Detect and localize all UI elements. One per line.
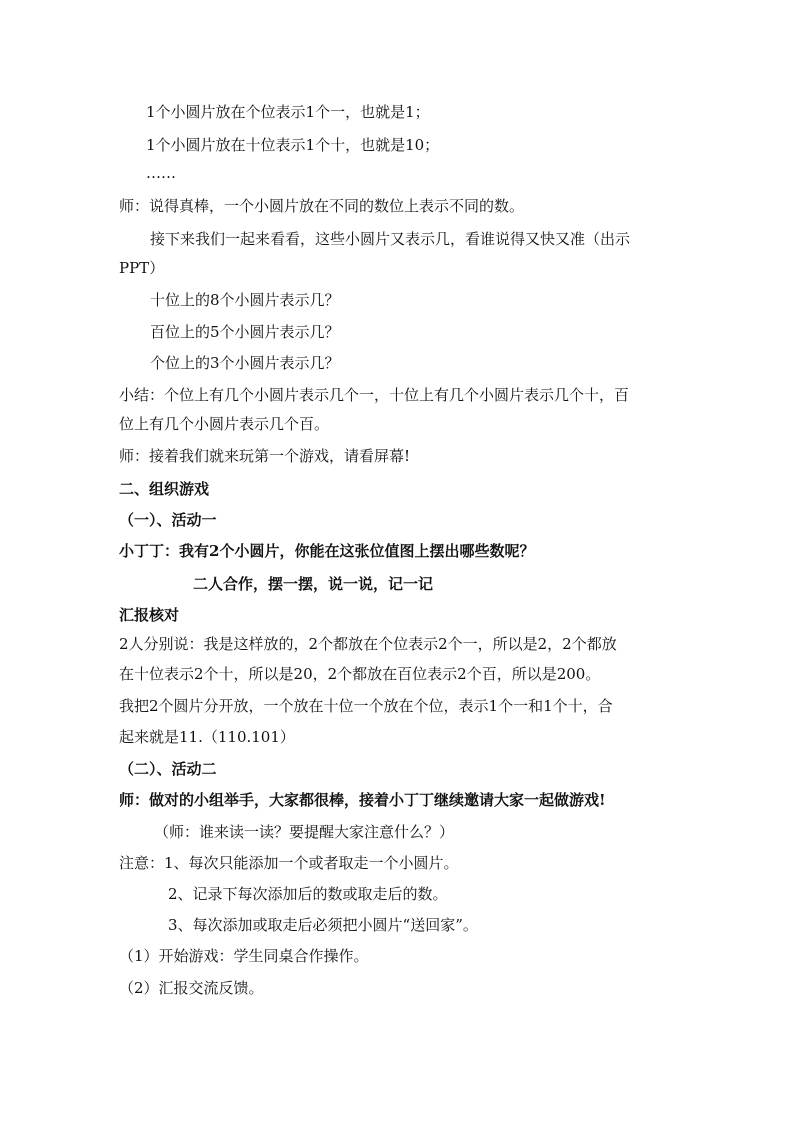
text-line: 3、每次添加或取走后必须把小圆片“送回家”。 bbox=[168, 916, 478, 934]
text-line: （2）汇报交流反馈。 bbox=[119, 979, 264, 997]
text-line: 接下来我们一起来看看，这些小圆片又表示几，看谁说得又快又准（出示 bbox=[150, 230, 631, 248]
text-line: 1个小圆片放在十位表示1个十，也就是10； bbox=[146, 136, 440, 154]
text-line: 注意：1、每次只能添加一个或者取走一个小圆片。 bbox=[119, 854, 459, 872]
text-line: 我把2个圆片分开放，一个放在十位一个放在个位，表示1个一和1个十，合 bbox=[119, 697, 613, 715]
text-line: 1个小圆片放在个位表示1个一，也就是1； bbox=[146, 103, 430, 121]
text-line: 个位上的3个小圆片表示几？ bbox=[150, 354, 340, 372]
subsection-heading: （一）、活动一 bbox=[119, 511, 217, 529]
text-line: 十位上的8个小圆片表示几？ bbox=[150, 291, 340, 309]
text-line: 2人分别说：我是这样放的，2个都放在个位表示2个一，所以是2，2个都放 bbox=[119, 635, 617, 653]
text-line: 师：做对的小组举手，大家都很棒，接着小丁丁继续邀请大家一起做游戏! bbox=[119, 791, 606, 809]
text-line: PPT） bbox=[119, 259, 165, 277]
section-heading: 二、组织游戏 bbox=[119, 480, 210, 498]
text-line: 位上有几个小圆片表示几个百。 bbox=[119, 415, 330, 433]
text-line: 2、记录下每次添加后的数或取走后的数。 bbox=[168, 885, 448, 903]
text-line: …… bbox=[146, 164, 176, 182]
text-line: 小结：个位上有几个小圆片表示几个一，十位上有几个小圆片表示几个十，百 bbox=[119, 386, 630, 404]
text-line: 百位上的5个小圆片表示几？ bbox=[150, 323, 340, 341]
text-line: 师：说得真棒，一个小圆片放在不同的数位上表示不同的数。 bbox=[119, 197, 525, 215]
subsection-heading: （二）、活动二 bbox=[119, 760, 217, 778]
text-line: 二人合作，摆一摆，说一说，记一记 bbox=[193, 575, 434, 593]
text-line: 在十位表示2个十，所以是20，2个都放在百位表示2个百，所以是200。 bbox=[119, 665, 601, 683]
text-line: （师：谁来读一读？要提醒大家注意什么？） bbox=[154, 823, 455, 841]
text-line: 师：接着我们就来玩第一个游戏，请看屏幕! bbox=[119, 447, 411, 465]
text-line: 汇报核对 bbox=[119, 606, 180, 624]
text-line: （1）开始游戏：学生同桌合作操作。 bbox=[119, 947, 369, 965]
text-line: 起来就是11.（110.101） bbox=[119, 728, 295, 746]
text-line: 小丁丁：我有2个小圆片，你能在这张位值图上摆出哪些数呢？ bbox=[119, 542, 535, 560]
